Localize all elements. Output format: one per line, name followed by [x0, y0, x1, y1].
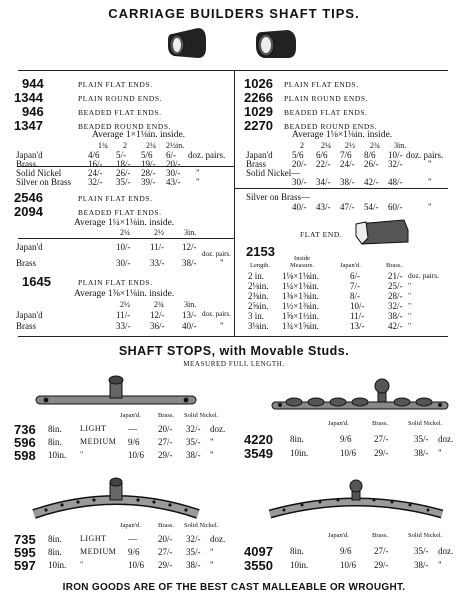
unit: doz. pairs. [202, 310, 231, 318]
price: 40/- [292, 202, 307, 212]
unit: doz. pairs. [408, 271, 440, 280]
product-code: 946 [22, 104, 44, 119]
brass-price: 20/- [158, 534, 173, 544]
price: 38/- [182, 258, 197, 268]
size-header: 2½in. [166, 141, 185, 150]
shaft-stop-image-t [36, 374, 196, 410]
col-header-japand: Japan'd. [120, 522, 141, 529]
product-code: 2270 [244, 118, 273, 133]
weight-cell: " [80, 450, 84, 459]
product-code: 2266 [244, 90, 273, 105]
brass-price: 28/- [388, 291, 403, 301]
product-code: 4220 [244, 432, 273, 447]
unit: doz. pairs. [202, 250, 231, 258]
shaft-stop-image-studs [272, 378, 448, 418]
nickel-price: 38/- [186, 450, 201, 460]
price: 22/- [316, 159, 331, 169]
japand-price: — [128, 424, 137, 434]
brass-price: 20/- [158, 424, 173, 434]
japand-price: 9/6 [128, 437, 140, 447]
price: 11/- [150, 242, 165, 252]
price: 5/6 [141, 150, 153, 160]
product-code: 3549 [244, 446, 273, 461]
row-label: Brass [16, 258, 36, 268]
price: 33/- [116, 321, 131, 331]
unit: " [428, 202, 432, 212]
product-desc: PLAIN ROUND ENDS. [78, 94, 163, 103]
product-desc: BEADED FLAT ENDS. [78, 108, 162, 117]
unit: doz. [438, 434, 454, 444]
size-header: 2¼ [146, 141, 156, 150]
stops-title: SHAFT STOPS, with Movable Studs. [118, 344, 350, 358]
price: 30/- [116, 258, 131, 268]
japand-price: 10/6 [340, 560, 357, 570]
product-code: 596 [14, 435, 36, 450]
unit: doz. [210, 424, 226, 434]
japand-price: 13/- [350, 321, 365, 331]
length-cell: 10in. [48, 560, 67, 570]
nickel-price: 38/- [186, 560, 201, 570]
unit: " [438, 448, 442, 458]
product-code: 2546 [14, 190, 43, 205]
brass-price: 32/- [388, 301, 403, 311]
col-header-nickel: Solid Nickel. [184, 412, 219, 419]
product-code: 1344 [14, 90, 43, 105]
brass-price: 27/- [158, 437, 173, 447]
row-label: Japan'd [16, 242, 43, 252]
row-label: Brass [16, 321, 36, 331]
stops-subtitle: MEASURED FULL LENGTH. [183, 360, 285, 368]
unit: " [428, 177, 432, 187]
unit: doz. pairs. [406, 150, 444, 160]
weight-cell: " [80, 560, 84, 569]
size-header: 1¾ [98, 141, 108, 150]
nickel-price: 35/- [414, 434, 429, 444]
price: 48/- [388, 177, 403, 187]
unit: " [408, 311, 412, 320]
product-code: 944 [22, 76, 44, 91]
price: 43/- [316, 202, 331, 212]
length-cell: 8in. [290, 434, 304, 444]
unit: " [220, 258, 224, 268]
shaft-stop-image-curved [32, 476, 200, 520]
length-cell: 8in. [48, 534, 62, 544]
japand-price: — [128, 534, 137, 544]
frame-bottom-rule [18, 336, 448, 337]
product-code: 3550 [244, 558, 273, 573]
japand-price: 9/6 [128, 547, 140, 557]
row-label: Solid Nickel [16, 168, 62, 178]
length-cell: 8in. [48, 424, 62, 434]
length-cell: 2⅜in. [248, 291, 269, 301]
row-label: Silver on Brass [16, 177, 71, 187]
price: 47/- [340, 202, 355, 212]
col-header-nickel: Solid Nickel. [408, 420, 443, 427]
unit: doz. [438, 546, 454, 556]
nickel-price: 38/- [414, 560, 429, 570]
price: 30/- [292, 177, 307, 187]
col-header-nickel: Solid Nickel. [408, 532, 443, 539]
price: 35/- [116, 177, 131, 187]
price: 43/- [166, 177, 181, 187]
price: 42/- [364, 177, 379, 187]
unit: " [428, 159, 432, 169]
col-header-brass: Brass. [372, 420, 389, 427]
price: 30/- [166, 168, 181, 178]
col-header: Length. [250, 262, 271, 269]
unit: " [210, 437, 214, 447]
nickel-price: 32/- [186, 534, 201, 544]
flat-end-tip-image [354, 218, 410, 246]
col-header-japand: Japan'd. [328, 532, 349, 539]
price: 24/- [88, 168, 103, 178]
product-desc: BEADED FLAT ENDS. [78, 208, 162, 217]
product-desc: BEADED ROUND ENDS. [284, 122, 378, 131]
frame-center-rule [234, 70, 235, 336]
product-code: 2094 [14, 204, 43, 219]
price: 12/- [182, 242, 197, 252]
frame-top-rule [18, 70, 448, 71]
nickel-price: 35/- [186, 437, 201, 447]
unit: " [210, 560, 214, 570]
col-header: Brass. [386, 262, 403, 269]
length-cell: 2⅝in. [248, 301, 269, 311]
average-size: Average 1⅛×1⅛in. inside. [292, 130, 393, 140]
weight-cell: LIGHT [80, 534, 107, 543]
size-header: 2¾ [154, 300, 164, 309]
average-size: Average 1×1⅛in. inside. [92, 130, 186, 140]
product-code: 735 [14, 532, 36, 547]
average-size: Average 1¼×1⅛in. inside. [74, 218, 175, 228]
size-header: 2¼ [321, 141, 331, 150]
price: 5/- [116, 150, 126, 160]
nickel-price: 38/- [414, 448, 429, 458]
price: 12/- [150, 310, 165, 320]
price: 34/- [316, 177, 331, 187]
length-cell: 8in. [48, 437, 62, 447]
size-header: 3in. [184, 300, 197, 309]
col-header-brass: Brass. [158, 412, 175, 419]
weight-cell: LIGHT [80, 424, 107, 433]
price: 6/- [166, 150, 176, 160]
unit: " [196, 168, 200, 178]
brass-price: 29/- [158, 560, 173, 570]
price: 39/- [141, 177, 156, 187]
price: 5/6 [292, 150, 304, 160]
price: 26/- [364, 159, 379, 169]
row-label: Brass [16, 159, 36, 169]
product-code: 598 [14, 448, 36, 463]
length-cell: 2⅛in. [248, 281, 269, 291]
price: 8/6 [364, 150, 376, 160]
price: 28/- [141, 168, 156, 178]
size-header: 2½ [345, 141, 355, 150]
price: 20/- [292, 159, 307, 169]
price: 13/- [182, 310, 197, 320]
japand-price: 8/- [350, 291, 360, 301]
row-label: Brass [246, 159, 266, 169]
size-header: 3in. [394, 141, 407, 150]
product-code: 1347 [14, 118, 43, 133]
product-desc: PLAIN FLAT ENDS. [284, 80, 359, 89]
brass-price: 29/- [374, 560, 389, 570]
row-label: Silver on Brass— [246, 192, 310, 202]
size-header: 2½ [154, 228, 164, 237]
price: 20/- [166, 159, 181, 169]
size-header: 2¼ [120, 228, 130, 237]
price: 10/- [116, 242, 131, 252]
price: 38/- [340, 177, 355, 187]
unit: " [408, 321, 412, 330]
row-label: Japan'd [246, 150, 273, 160]
unit: doz. pairs. [188, 150, 226, 160]
col-header-nickel: Solid Nickel. [184, 522, 219, 529]
measure-cell: 1⅝×1½in. [282, 311, 319, 321]
length-cell: 3 in. [248, 311, 265, 321]
footer-note: IRON GOODS ARE OF THE BEST CAST MALLEABLE OR WROUGHT. [62, 582, 406, 593]
flat-end-title: FLAT END. [300, 230, 343, 239]
length-cell: 3⅛in. [248, 321, 269, 331]
brass-price: 27/- [374, 434, 389, 444]
japand-price: 6/- [350, 271, 360, 281]
col-header-japand: Japan'd. [120, 412, 141, 419]
product-desc: PLAIN FLAT ENDS. [78, 80, 153, 89]
unit: " [408, 301, 412, 310]
product-code: 1029 [244, 104, 273, 119]
price: 19/- [141, 159, 156, 169]
size-header: 2 [123, 141, 127, 150]
product-desc: BEADED FLAT ENDS. [284, 108, 368, 117]
japand-price: 9/6 [340, 434, 352, 444]
shaft-tip-image-left [168, 26, 210, 60]
unit: doz. [210, 534, 226, 544]
product-desc: PLAIN ROUND ENDS. [284, 94, 369, 103]
unit: " [408, 281, 412, 290]
product-desc: PLAIN FLAT ENDS. [78, 278, 153, 287]
measure-cell: 1½×1⅜in. [282, 301, 319, 311]
col-header: Inside Measure. [289, 255, 314, 269]
row-label: Japan'd [16, 310, 43, 320]
unit: " [408, 291, 412, 300]
length-cell: 8in. [48, 547, 62, 557]
japand-price: 10/6 [128, 560, 145, 570]
product-desc: BEADED ROUND ENDS. [78, 122, 172, 131]
size-header: 2 [300, 141, 304, 150]
size-header: 2½ [120, 300, 130, 309]
length-cell: 10in. [290, 448, 309, 458]
product-code: 597 [14, 558, 36, 573]
product-code: 2153 [246, 244, 275, 259]
price: 40/- [182, 321, 197, 331]
price: 32/- [388, 159, 403, 169]
price: 33/- [150, 258, 165, 268]
price: 11/- [116, 310, 131, 320]
price: 54/- [364, 202, 379, 212]
japand-price: 9/6 [340, 546, 352, 556]
length-cell: 10in. [48, 450, 67, 460]
brass-price: 29/- [158, 450, 173, 460]
measure-cell: 1⅜×1⅜in. [282, 291, 319, 301]
shaft-tip-image-right [256, 28, 298, 60]
brass-price: 27/- [158, 547, 173, 557]
japand-price: 10/6 [128, 450, 145, 460]
col-header-brass: Brass. [158, 522, 175, 529]
size-header: 3in. [184, 228, 197, 237]
row-label: Japan'd [16, 150, 43, 160]
price: 18/- [116, 159, 131, 169]
unit: " [196, 177, 200, 187]
weight-cell: MEDIUM [80, 547, 117, 556]
brass-price: 42/- [388, 321, 403, 331]
brass-price: 27/- [374, 546, 389, 556]
unit: " [220, 321, 224, 331]
japand-price: 10/6 [340, 448, 357, 458]
col-header-japand: Japan'd. [328, 420, 349, 427]
product-code: 736 [14, 422, 36, 437]
weight-cell: MEDIUM [80, 437, 117, 446]
page-title: CARRIAGE BUILDERS SHAFT TIPS. [108, 6, 360, 21]
price: 24/- [340, 159, 355, 169]
product-code: 1645 [22, 274, 51, 289]
nickel-price: 32/- [186, 424, 201, 434]
nickel-price: 35/- [414, 546, 429, 556]
unit: " [210, 450, 214, 460]
price: 60/- [388, 202, 403, 212]
length-cell: 8in. [290, 546, 304, 556]
japand-price: 10/- [350, 301, 365, 311]
product-desc: PLAIN FLAT ENDS. [78, 194, 153, 203]
length-cell: 10in. [290, 560, 309, 570]
price: 4/6 [88, 150, 100, 160]
japand-price: 7/- [350, 281, 360, 291]
shaft-stop-image-curved-studs [268, 478, 444, 520]
length-cell: 2 in. [248, 271, 265, 281]
price: 36/- [150, 321, 165, 331]
price: 16/- [88, 159, 103, 169]
price: 7/6 [340, 150, 352, 160]
unit: " [438, 560, 442, 570]
nickel-price: 35/- [186, 547, 201, 557]
measure-cell: 1⅛×1⅛in. [282, 271, 319, 281]
frame-divider-left-2 [18, 238, 234, 239]
col-header-brass: Brass. [372, 532, 389, 539]
row-label: Solid Nickel— [246, 168, 301, 178]
measure-cell: 1¼×1⅛in. [282, 281, 319, 291]
brass-price: 38/- [388, 311, 403, 321]
product-code: 1026 [244, 76, 273, 91]
measure-cell: 1¾×1⅝in. [282, 321, 319, 331]
price: 26/- [116, 168, 131, 178]
brass-price: 29/- [374, 448, 389, 458]
brass-price: 25/- [388, 281, 403, 291]
average-size: Average 1⅜×1⅛in. inside. [74, 289, 175, 299]
product-code: 4097 [244, 544, 273, 559]
col-header: Japan'd. [340, 262, 361, 269]
size-header: 2¾ [370, 141, 380, 150]
product-code: 595 [14, 545, 36, 560]
price: 10/- [388, 150, 403, 160]
frame-divider-right [234, 188, 448, 189]
unit: " [210, 547, 214, 557]
brass-price: 21/- [388, 271, 403, 281]
japand-price: 11/- [350, 311, 365, 321]
price: 32/- [88, 177, 103, 187]
price: 6/6 [316, 150, 328, 160]
